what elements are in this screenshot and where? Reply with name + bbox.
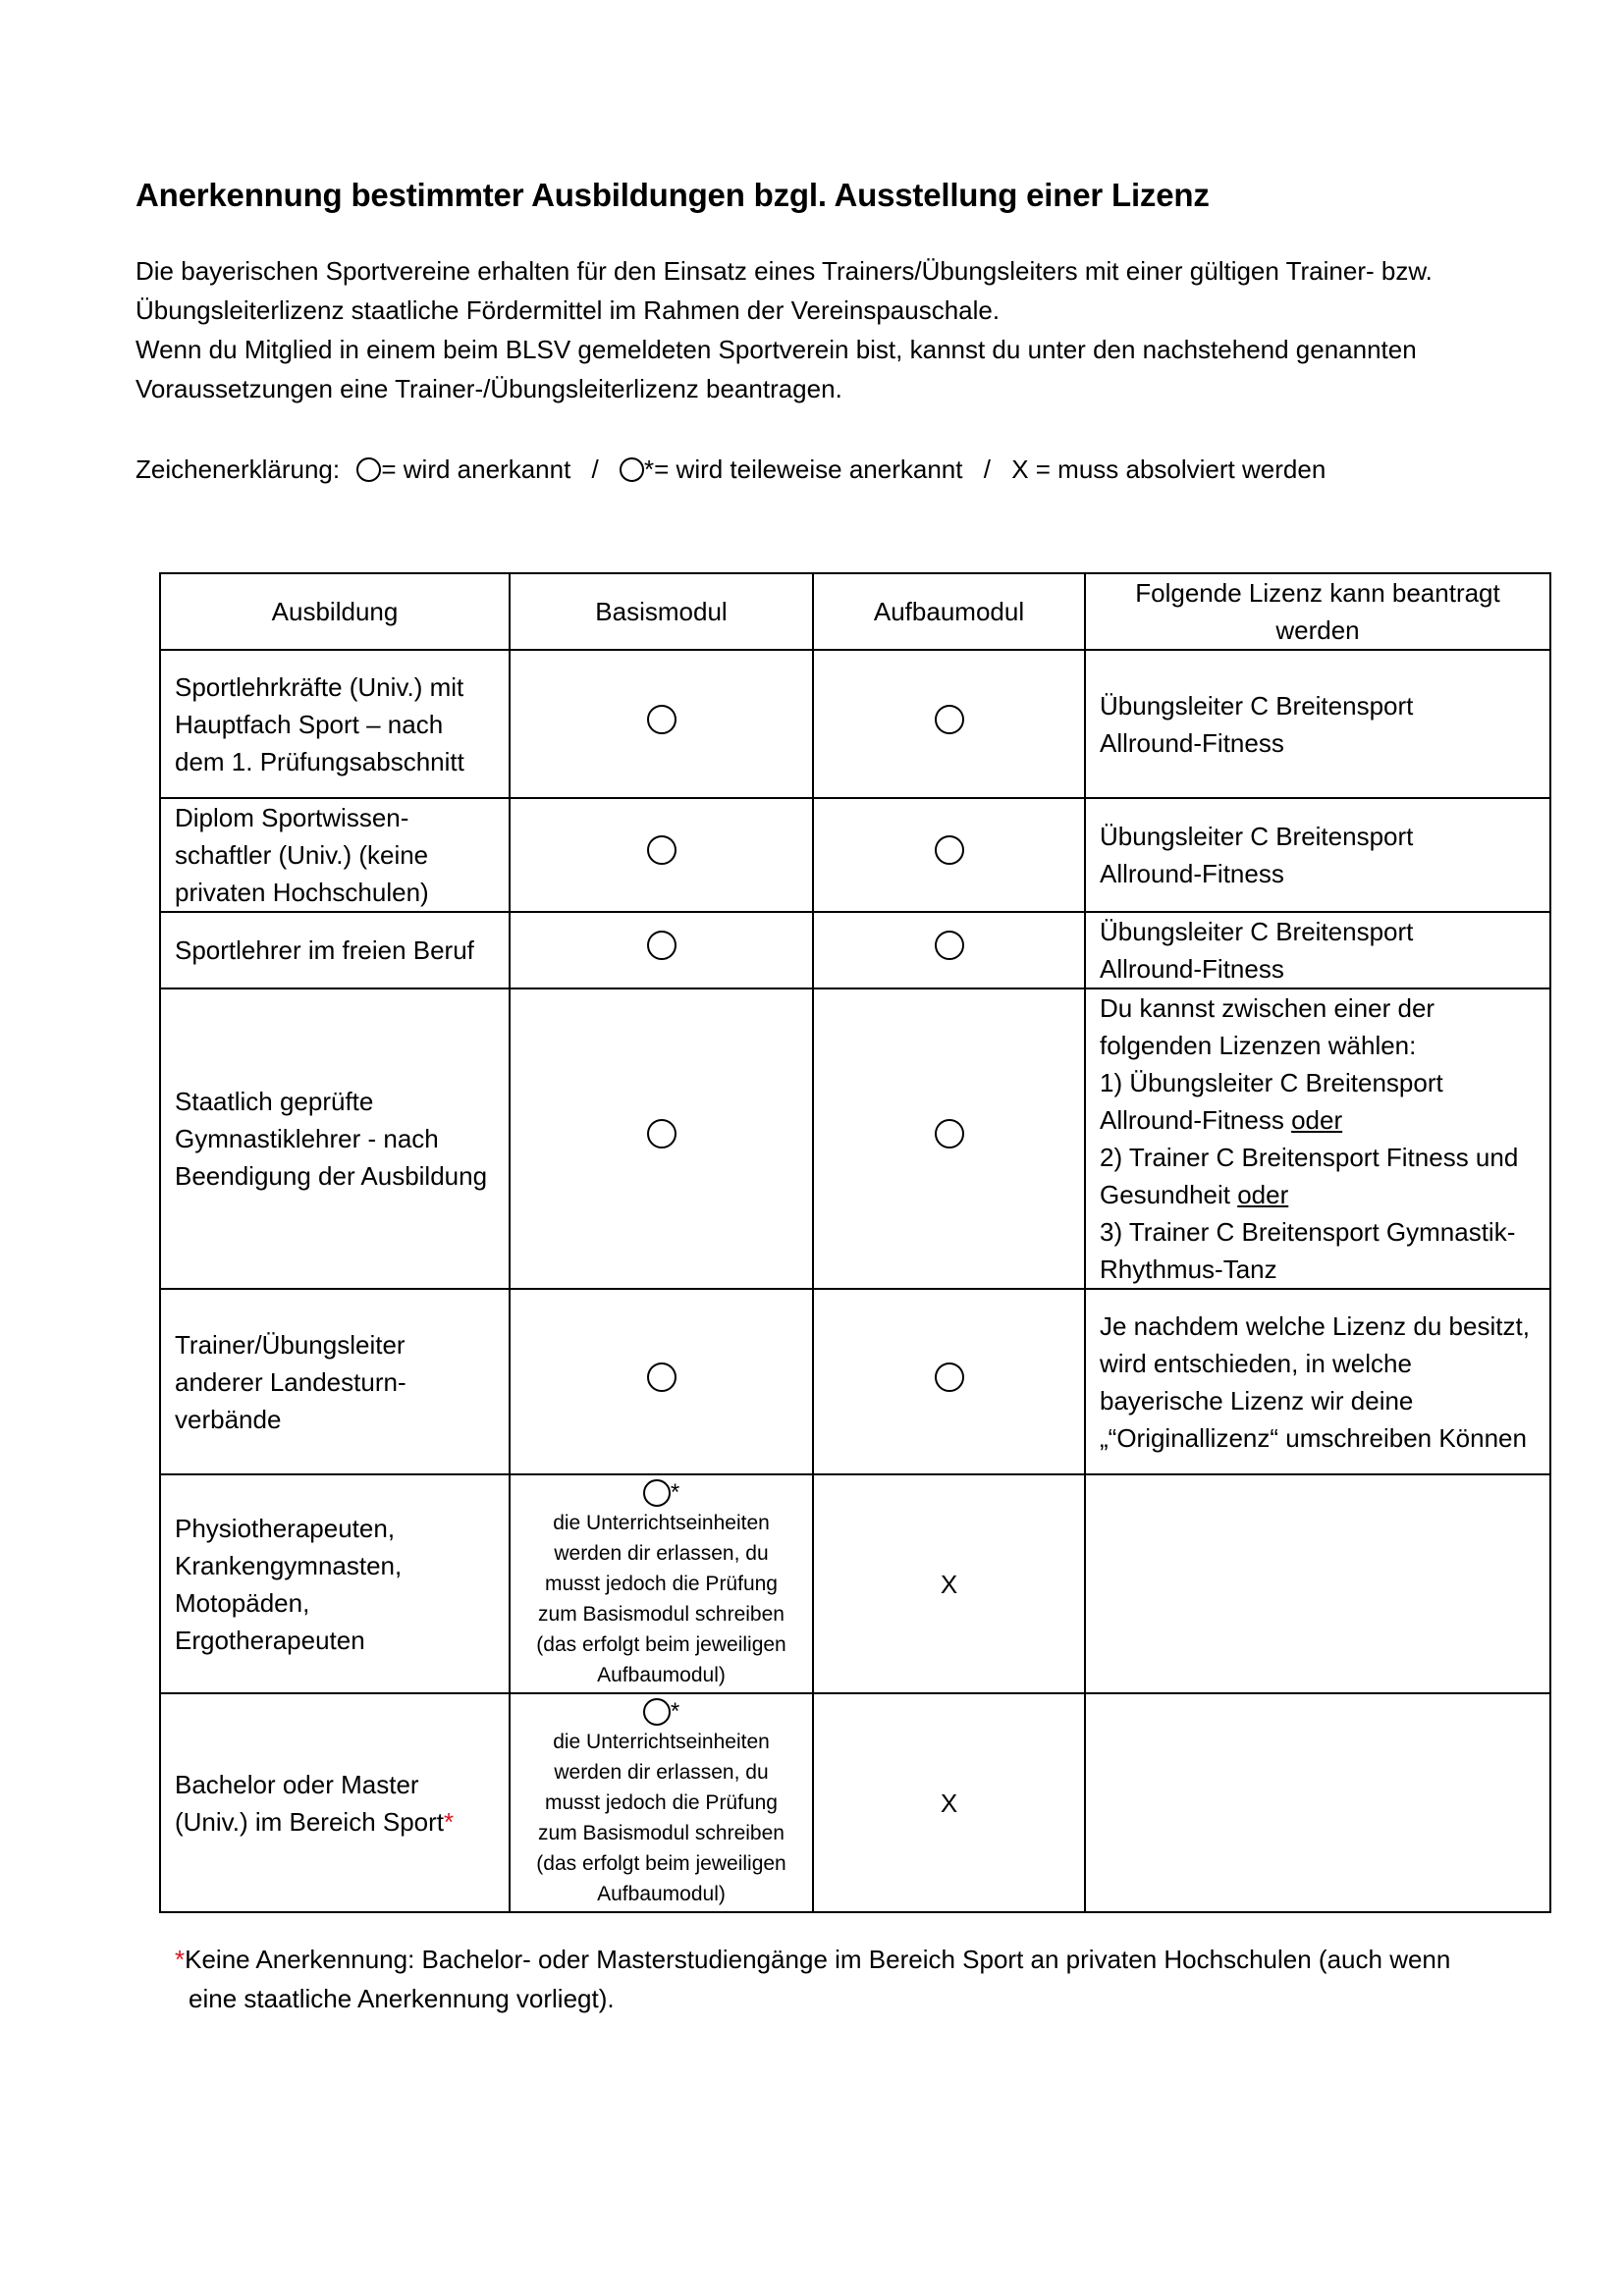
cell-lizenz: Je nachdem welche Lizenz du besitzt, wird entschieden, in welche bayerische Lizenz wir deine „“Originallizenz“ umschreiben Können [1085,1289,1550,1474]
cell-lizenz [1085,798,1550,912]
intro-text [135,251,1549,408]
cell-ausbildung: Staatlich geprüfte Gymnastiklehrer - nach Beendigung der Ausbildung [160,988,510,1289]
table-row [160,1693,1550,1912]
header-aufbaumodul: Aufbaumodul [813,573,1085,650]
header-ausbildung: Ausbildung [160,573,510,650]
footnote [175,1940,1569,2018]
cell-ausbildung: Diplom Sportwissen-schaftler (Univ.) (keine privaten Hochschulen) [160,798,510,912]
cell-basismodul [510,1289,813,1474]
cell-aufbaumodul: X [813,1474,1085,1693]
red-star: * [175,1945,186,1974]
partial-star: * [670,1698,680,1725]
circle-icon [647,835,677,865]
circle-icon [647,1362,677,1392]
table-row [160,988,1550,1289]
cell-basismodul [510,1693,813,1912]
intro-paragraph-2: Wenn du Mitglied in einem beim BLSV gemeldeten Sportverein bist, kannst du unter den nachstehend genannten Voraussetzungen eine Trainer-/Übungsleiterlizenz beantragen. [135,335,1417,403]
partial-mark [524,1477,798,1508]
cell-aufbaumodul: X [813,1693,1085,1912]
header-basismodul: Basismodul [510,573,813,650]
cell-ausbildung: Sportlehrkräfte (Univ.) mit Hauptfach Sport – nach dem 1. Prüfungsabschnitt [160,650,510,798]
table-row [160,798,1550,912]
partial-mark [524,1696,798,1727]
circle-icon [647,1119,677,1148]
basis-note: die Unterrichtseinheiten werden dir erlassen, du musst jedoch die Prüfung zum Basismodul schreiben (das erfolgt beim jeweiligen Aufbaumodul) [536,1512,786,1686]
circle-icon [643,1479,671,1507]
legend-label: Zeichenerklärung: [135,454,341,484]
header-lizenz: Folgende Lizenz kann beantragt werden [1085,573,1550,650]
cell-aufbaumodul [813,650,1085,798]
cell-lizenz [1085,912,1550,988]
legend-must: X = muss absolviert werden [1011,454,1326,484]
partial-star: * [670,1479,680,1506]
table-row [160,912,1550,988]
circle-icon [643,1698,671,1726]
table-header-row [160,573,1550,650]
page-title: Anerkennung bestimmter Ausbildungen bzgl. Ausstellung einer Lizenz [135,177,1210,213]
lizenz-line: Übungsleiter C Breitensport [1100,822,1414,851]
recognition-table [159,572,1551,1913]
cell-lizenz [1085,1474,1550,1693]
circle-icon [647,931,677,960]
legend [135,450,1326,489]
lizenz-line: Übungsleiter C Breitensport [1100,690,1414,721]
basis-note: die Unterrichtseinheiten werden dir erlassen, du musst jedoch die Prüfung zum Basismodul schreiben (das erfolgt beim jeweiligen Aufbaumodul) [536,1731,786,1905]
circle-icon [935,705,964,734]
cell-lizenz [1085,988,1550,1289]
legend-partial: *= wird teileweise anerkannt [644,454,963,484]
lizenz-line: Allround-Fitness [1100,859,1284,888]
ausbildung-text: Bachelor oder Master (Univ.) im Bereich Sport [175,1769,445,1837]
cell-aufbaumodul [813,988,1085,1289]
circle-icon [647,705,677,734]
cell-aufbaumodul [813,1289,1085,1474]
lizenz-line: Allround-Fitness [1100,954,1284,984]
circle-icon [935,835,964,865]
oder-text: oder [1291,1105,1343,1135]
circle-icon [935,931,964,960]
table-row [160,1474,1550,1693]
cell-basismodul [510,912,813,988]
cell-aufbaumodul [813,912,1085,988]
legend-separator: / [983,454,991,484]
lizenz-line: Allround-Fitness [1100,727,1284,758]
cell-lizenz [1085,1693,1550,1912]
intro-paragraph-1: Die bayerischen Sportvereine erhalten für den Einsatz eines Trainers/Übungsleiters mit einer gültigen Trainer- bzw. Übungsleiterlizenz staatliche Fördermittel im Rahmen der Vereinspauschale. [135,256,1433,325]
cell-ausbildung: Physiotherapeuten, Krankengymnasten, Motopäden, Ergotherapeuten [160,1474,510,1693]
circle-icon [935,1119,964,1148]
legend-separator: / [591,454,599,484]
cell-aufbaumodul [813,798,1085,912]
cell-basismodul [510,650,813,798]
footnote-line-1: *Keine Anerkennung: Bachelor- oder Masterstudiengänge im Bereich Sport an privaten Hochschulen (auch wenn [175,1945,1451,1974]
table-row [160,650,1550,798]
oder-text: oder [1237,1180,1289,1209]
cell-basismodul [510,1474,813,1693]
lizenz-line: Übungsleiter C Breitensport [1100,917,1414,946]
legend-recognized: = wird anerkannt [381,454,571,484]
footnote-line-2: eine staatliche Anerkennung vorliegt). [189,1984,615,2013]
lizenz-intro: Du kannst zwischen einer der folgenden Lizenzen wählen: [1100,993,1435,1060]
lizenz-option-1: 1) Übungsleiter C Breitensport Allround-Fitness oder [1100,1068,1443,1135]
circle-icon [620,457,644,482]
table-row [160,1289,1550,1474]
cell-basismodul [510,988,813,1289]
circle-icon [935,1362,964,1392]
cell-lizenz [1085,650,1550,798]
lizenz-option-3: 3) Trainer C Breitensport Gymnastik-Rhythmus-Tanz [1100,1217,1516,1284]
cell-ausbildung [160,1693,510,1912]
circle-icon [356,457,381,482]
cell-ausbildung: Sportlehrer im freien Beruf [160,912,510,988]
red-star: * [444,1806,455,1837]
cell-ausbildung: Trainer/Übungsleiter anderer Landesturn-verbände [160,1289,510,1474]
lizenz-option-2: 2) Trainer C Breitensport Fitness und Gesundheit oder [1100,1143,1519,1209]
cell-basismodul [510,798,813,912]
